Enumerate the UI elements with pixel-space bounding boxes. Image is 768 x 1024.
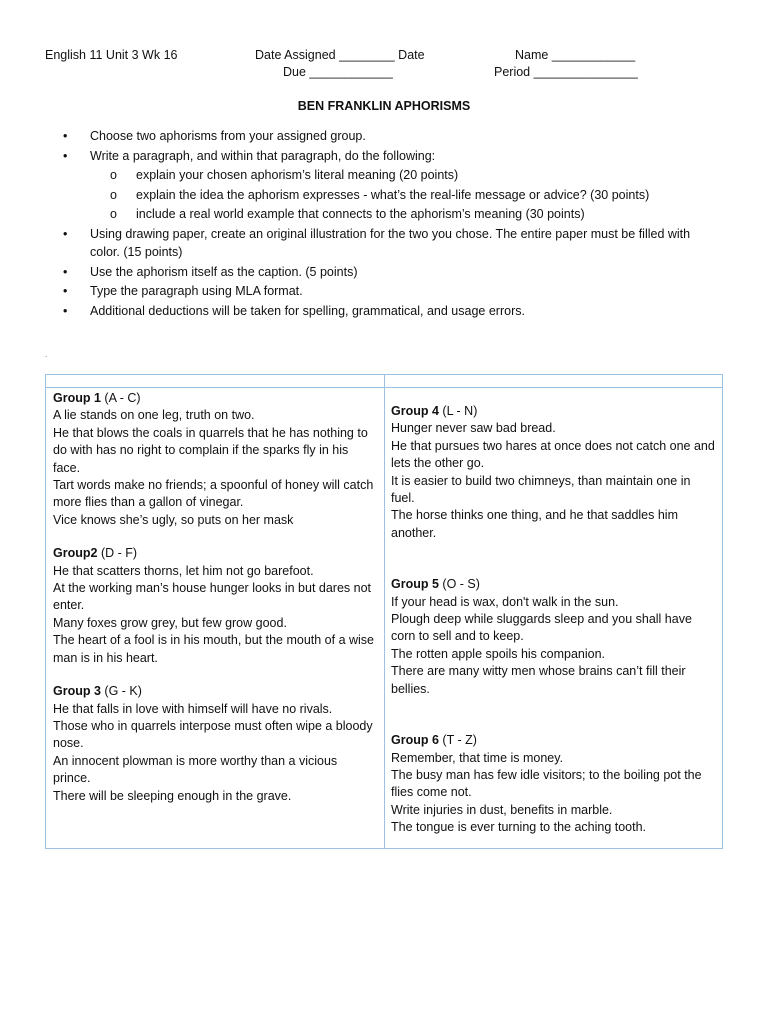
group-label: Group2 (53, 546, 98, 561)
group-letter-range: (A - C) (104, 391, 141, 405)
aphorism-item: Tart words make no friends; a spoonful of honey will catch more flies than a gallon of vinegar. (53, 478, 374, 510)
bullet-icon: • (63, 226, 68, 241)
aphorism-item: At the working man’s house hunger looks in but dares not enter. (53, 581, 372, 613)
instruction-text: Additional deductions will be taken for spelling, grammatical, and usage errors. (90, 303, 525, 318)
aphorism-group (53, 390, 378, 529)
instruction-text: Use the aphorism itself as the caption. (5 points) (90, 264, 358, 279)
group-label: Group 1 (53, 391, 101, 405)
aphorism-item: He that blows the coals in quarrels that he has nothing to do with has no right to complain if the sparks fly in his face. (53, 425, 368, 475)
aphorism-item: He that falls in love with himself will have no rivals. (53, 701, 333, 716)
group-heading (53, 390, 378, 407)
instruction-text: Write a paragraph, and within that paragraph, do the following: (90, 148, 436, 163)
instruction-text: Choose two aphorisms from your assigned group. (90, 129, 366, 143)
aphorism-group (391, 732, 716, 836)
sub-list-item (63, 186, 723, 205)
group-label: Group 6 (391, 733, 439, 748)
period-field: Period _______________ (494, 65, 638, 79)
aphorism-item: Many foxes grow grey, but few grow good. (53, 615, 287, 630)
instructions-list (63, 127, 723, 321)
aphorism-group (53, 683, 378, 805)
aphorism-item: The horse thinks one thing, and he that saddles him another. (391, 508, 678, 540)
aphorism-group (391, 576, 716, 698)
group-label: Group 4 (391, 404, 439, 418)
group-letter-range: (G - K) (104, 684, 142, 699)
bullet-icon: • (63, 148, 68, 163)
stray-mark: . (45, 350, 48, 359)
aphorism-item: Those who in quarrels interpose must often wipe a bloody nose. (53, 718, 373, 751)
bullet-icon: • (63, 284, 68, 298)
group-label: Group 3 (53, 684, 101, 699)
group-letter-range: (T - Z) (442, 733, 477, 748)
course-label: English 11 Unit 3 Wk 16 (45, 48, 178, 62)
right-column (391, 403, 716, 837)
aphorism-item: The rotten apple spoils his companion. (391, 646, 606, 661)
aphorism-item: It is easier to build two chimneys, than maintain one in fuel. (391, 473, 691, 506)
group-heading (53, 545, 378, 562)
date-assigned-field: Date Assigned ________ Date (255, 48, 425, 62)
table-column-divider (384, 375, 385, 848)
instruction-text: include a real world example that connects to the aphorism’s meaning (30 points) (136, 207, 585, 221)
group-heading (391, 732, 716, 749)
group-label: Group 5 (391, 577, 439, 592)
list-item (63, 282, 723, 301)
aphorism-item: Write injuries in dust, benefits in marble. (391, 802, 613, 817)
aphorism-item: Hunger never saw bad bread. (391, 421, 556, 436)
hollow-bullet-icon: o (110, 207, 117, 221)
bullet-icon: • (63, 264, 68, 279)
page-title: BEN FRANKLIN APHORISMS (297, 99, 471, 113)
list-item (63, 225, 723, 262)
instruction-text: explain the idea the aphorism expresses - what’s the real-life message or advice? (30 points) (136, 187, 650, 202)
bullet-icon: • (63, 129, 68, 143)
group-letter-range: (O - S) (442, 577, 480, 592)
aphorism-item: There will be sleeping enough in the grave. (53, 788, 292, 803)
aphorism-item: The heart of a fool is in his mouth, but the mouth of a wise man is in his heart. (53, 633, 375, 665)
name-field: Name ____________ (515, 48, 636, 62)
list-item (63, 302, 723, 321)
instruction-text: Using drawing paper, create an original illustration for the two you chose. The entire paper must be filled with color. (15 points) (90, 226, 691, 259)
aphorism-group (391, 403, 716, 542)
aphorism-item: Remember, that time is money. (391, 750, 564, 765)
aphorism-item: There are many witty men whose brains can’t fill their bellies. (391, 664, 686, 696)
aphorism-item: The tongue is ever turning to the aching tooth. (391, 820, 647, 835)
aphorism-groups-table (45, 374, 723, 849)
list-item (63, 263, 723, 282)
group-heading (391, 403, 716, 420)
hollow-bullet-icon: o (110, 187, 117, 202)
group-heading (391, 576, 716, 593)
aphorism-item: He that pursues two hares at once does not catch one and lets the other go. (391, 438, 715, 471)
aphorism-item: He that scatters thorns, let him not go barefoot. (53, 563, 314, 578)
due-field: Due ____________ (283, 65, 393, 79)
hollow-bullet-icon: o (110, 168, 117, 182)
group-heading (53, 683, 378, 700)
left-column (53, 390, 378, 805)
worksheet-header (45, 47, 735, 87)
aphorism-item: The busy man has few idle visitors; to the boiling pot the flies come not. (391, 767, 702, 800)
aphorism-item: Vice knows she’s ugly, so puts on her mask (53, 512, 294, 527)
aphorism-item: Plough deep while sluggards sleep and you shall have corn to sell and to keep. (391, 612, 692, 644)
aphorism-item: A lie stands on one leg, truth on two. (53, 408, 255, 423)
group-letter-range: (L - N) (442, 404, 478, 418)
sub-list-item (63, 166, 723, 185)
group-letter-range: (D - F) (100, 546, 138, 561)
bullet-icon: • (63, 303, 68, 318)
aphorism-item: An innocent plowman is more worthy than a vicious prince. (53, 753, 338, 786)
sub-list-item (63, 205, 723, 224)
instruction-text: explain your chosen aphorism’s literal meaning (20 points) (136, 168, 459, 182)
list-item (63, 147, 723, 166)
list-item (63, 127, 723, 146)
instruction-text: Type the paragraph using MLA format. (90, 284, 303, 298)
aphorism-item: If your head is wax, don't walk in the sun. (391, 594, 619, 609)
aphorism-group (53, 545, 378, 667)
